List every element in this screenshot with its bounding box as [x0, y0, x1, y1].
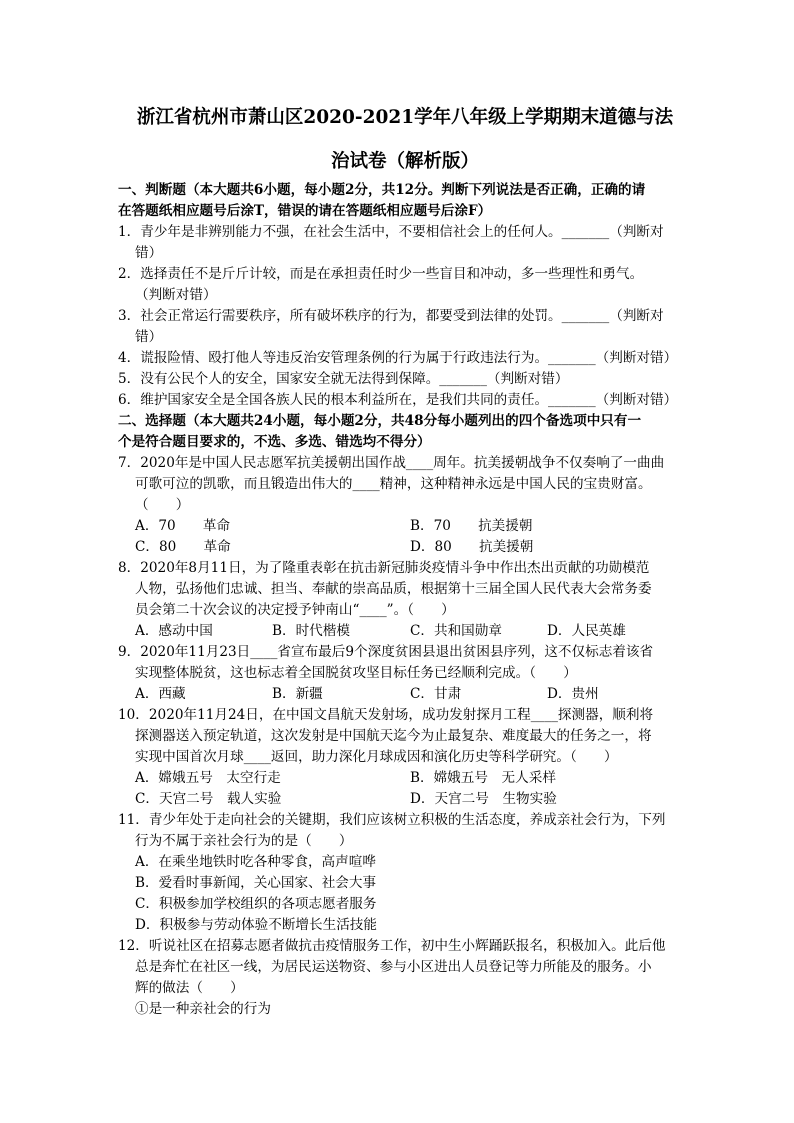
option-a: A．70 革命 — [135, 518, 231, 534]
question-2: 2．选择责任不是斤斤计较，而是在承担责任时少一些盲目和冲动，多一些理性和勇气。 — [118, 266, 644, 282]
option-a: A．嫦娥五号 太空行走 — [135, 770, 281, 786]
question-5: 5．没有公民个人的安全，国家安全就无法得到保障。_______（判断对错） — [118, 371, 569, 387]
section2-heading: 二、选择题（本大题共24小题，每小题2分，共48分每小题列出的四个备选项中只有一 — [118, 413, 642, 429]
question-3-cont: 错） — [135, 329, 163, 345]
section1-heading: 一、判断题（本大题共6小题，每小题2分，共12分。判断下列说法是否正确，正确的请 — [118, 182, 646, 198]
option-d: D．80 抗美援朝 — [410, 539, 534, 555]
question-11-cont: 行为不属于亲社会行为的是（ ） — [135, 833, 353, 849]
option-c: C．共和国勋章 — [410, 623, 502, 639]
option-b: B．新疆 — [272, 686, 323, 702]
question-12-cont: 辉的做法（ ） — [135, 980, 244, 996]
statement-1: ①是一种亲社会的行为 — [135, 1001, 271, 1017]
option-d: D．贵州 — [547, 686, 599, 702]
question-12: 12．听说社区在招募志愿者做抗击疫情服务工作，初中生小辉踊跃报名，积极加入。此后他 — [118, 938, 666, 954]
question-11: 11．青少年处于走向社会的关键期，我们应该树立积极的生活态度，养成亲社会行为，下列 — [118, 812, 666, 828]
question-8-cont: 员会第二十次会议的决定授予钟南山“____”。（ ） — [135, 602, 455, 618]
question-9-cont: 实现整体脱贫，这也标志着全国脱贫攻坚目标任务已经顺利完成。（ ） — [135, 665, 577, 681]
page-title-continued: 治试卷（解析版） — [330, 151, 479, 172]
option-d: D．人民英雄 — [547, 623, 626, 639]
option-c: C．甘肃 — [410, 686, 462, 702]
question-2-cont: （判断对错） — [135, 287, 217, 303]
question-1-cont: 错） — [135, 245, 163, 261]
question-1: 1．青少年是非辨别能力不强，在社会生活中，不要相信社会上的任何人。_______（判断对 — [118, 224, 664, 240]
question-9: 9．2020年11月23日____省宣布最后9个深度贫困县退出贫困县序列，这不仅标志着该省 — [118, 644, 654, 660]
question-7-cont: （ ） — [135, 497, 190, 513]
option-b: B．时代楷模 — [272, 623, 350, 639]
option-d: D．天宫二号 生物实验 — [410, 791, 557, 807]
question-3: 3．社会正常运行需要秩序，所有破坏秩序的行为，都要受到法律的处罚。_______（判断对 — [118, 308, 664, 324]
option-b: B．爱看时事新闻，关心国家、社会大事 — [135, 875, 377, 891]
question-6: 6．维护国家安全是全国各族人民的根本利益所在，是我们共同的责任。_______（判断对错） — [118, 392, 678, 408]
question-8: 8．2020年8月11日，为了隆重表彰在抗击新冠肺炎疫情斗争中作出杰出贡献的功勋模范 — [118, 560, 650, 576]
page-title: 浙江省杭州市萧山区2020-2021学年八年级上学期期末道德与法 — [136, 107, 674, 128]
option-d: D．积极参与劳动体验不断增长生活技能 — [135, 917, 377, 933]
section2-heading-cont: 个是符合题目要求的，不选、多选、错选均不得分） — [118, 434, 431, 450]
option-c: C．积极参加学校组织的各项志愿者服务 — [135, 896, 377, 912]
question-4: 4．谎报险情、殴打他人等违反治安管理条例的行为属于行政违法行为。_______（判断对错） — [118, 350, 678, 366]
option-b: B．70 抗美援朝 — [410, 518, 533, 534]
question-7-cont: 可歌可泣的凯歌，而且锻造出伟大的____精神，这种精神永远是中国人民的宝贵财富。 — [135, 476, 652, 492]
question-10-cont: 探测器送入预定轨道，这次发射是中国航天迄今为止最复杂、难度最大的任务之一，将 — [135, 728, 652, 744]
option-a: A．感动中国 — [135, 623, 213, 639]
question-7: 7．2020年是中国人民志愿军抗美援朝出国作战____周年。抗美援朝战争不仅奏响了一曲曲 — [118, 455, 665, 471]
option-a: A．西藏 — [135, 686, 186, 702]
option-b: B．嫦娥五号 无人采样 — [410, 770, 556, 786]
question-8-cont: 人物，弘扬他们忠诚、担当、奉献的崇高品质，根据第十三届全国人民代表大会常务委 — [135, 581, 652, 597]
question-10-cont: 实现中国首次月球____返回，助力深化月球成因和演化历史等科学研究。（ ） — [135, 749, 618, 765]
section1-heading-cont: 在答题纸相应题号后涂T，错误的请在答题纸相应题号后涂F） — [118, 203, 492, 219]
option-c: C．80 革命 — [135, 539, 231, 555]
option-c: C．天宫二号 载人实验 — [135, 791, 282, 807]
option-a: A．在乘坐地铁时吃各种零食，高声喧哗 — [135, 854, 376, 870]
question-10: 10．2020年11月24日，在中国文昌航天发射场，成功发射探月工程____探测器，顺利将 — [118, 707, 654, 723]
question-12-cont: 总是奔忙在社区一线，为居民运送物资、参与小区进出人员登记等力所能及的服务。小 — [135, 959, 652, 975]
